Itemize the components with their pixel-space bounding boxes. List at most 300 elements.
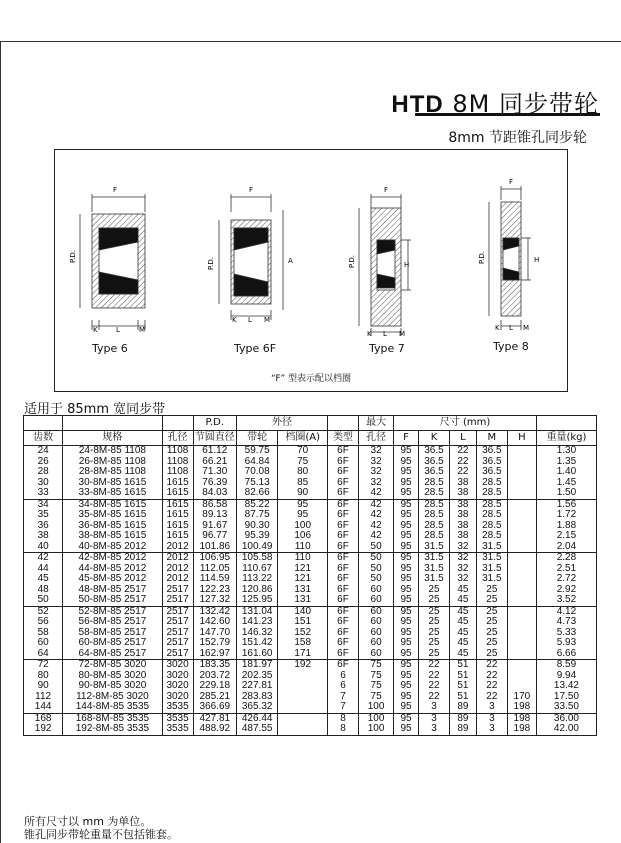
table-row bbox=[24, 499, 597, 510]
cell-l: 32 bbox=[449, 542, 476, 553]
cell-m: 36.5 bbox=[476, 446, 507, 457]
cell-flange-od: 131 bbox=[278, 585, 328, 596]
title-text: 8M 同步带轮 bbox=[452, 90, 599, 118]
pulley-diagram-panel bbox=[54, 149, 568, 392]
type7-dim-k: K bbox=[367, 330, 372, 338]
header-pd: P.D. bbox=[193, 416, 236, 431]
cell-flange-od: 152 bbox=[278, 628, 328, 639]
cell-pitch-diameter: 106.95 bbox=[193, 553, 236, 564]
cell-bore: 2517 bbox=[162, 585, 193, 596]
cell-l: 32 bbox=[449, 574, 476, 585]
table-row bbox=[24, 681, 597, 692]
column-header-l: L bbox=[449, 431, 476, 446]
table-row bbox=[24, 702, 597, 713]
header-outer-diameter: 外径 bbox=[237, 416, 328, 431]
table-row bbox=[24, 574, 597, 585]
cell-teeth: 44 bbox=[24, 564, 63, 575]
cell-teeth: 72 bbox=[24, 660, 63, 671]
cell-k: 28.5 bbox=[418, 521, 449, 532]
cell-spec: 50-8M-85 2517 bbox=[63, 595, 162, 606]
type6-dim-k: K bbox=[93, 326, 98, 334]
cell-weight: 17.50 bbox=[536, 692, 596, 703]
cell-l: 89 bbox=[449, 713, 476, 724]
cell-teeth: 35 bbox=[24, 510, 63, 521]
type8-dim-m: M bbox=[523, 324, 530, 332]
cell-pitch-diameter: 114.59 bbox=[193, 574, 236, 585]
spec-table-header bbox=[24, 416, 597, 446]
cell-h bbox=[507, 585, 536, 596]
cell-pulley-od: 110.67 bbox=[237, 564, 278, 575]
cell-weight: 8.59 bbox=[536, 660, 596, 671]
cell-type: 6F bbox=[327, 617, 358, 628]
cell-flange-od: 95 bbox=[278, 499, 328, 510]
cell-spec: 52-8M-85 2517 bbox=[63, 606, 162, 617]
cell-h bbox=[507, 510, 536, 521]
cell-type: 6F bbox=[327, 553, 358, 564]
cell-bore: 1108 bbox=[162, 467, 193, 478]
cell-max-bore: 60 bbox=[359, 595, 394, 606]
cell-pulley-od: 105.58 bbox=[237, 553, 278, 564]
cell-pulley-od: 146.32 bbox=[237, 628, 278, 639]
cell-weight: 13.42 bbox=[536, 681, 596, 692]
cell-pitch-diameter: 127.32 bbox=[193, 595, 236, 606]
cell-bore: 3020 bbox=[162, 681, 193, 692]
type7-dim-m: M bbox=[399, 330, 406, 338]
cell-l: 38 bbox=[449, 510, 476, 521]
cell-spec: 192-8M-85 3535 bbox=[63, 724, 162, 735]
cell-bore: 1108 bbox=[162, 446, 193, 457]
cell-flange-od: 106 bbox=[278, 531, 328, 542]
type6f-dim-k: K bbox=[232, 316, 237, 324]
frame-top-line bbox=[0, 41, 621, 42]
cell-bore: 3535 bbox=[162, 724, 193, 735]
cell-h bbox=[507, 521, 536, 532]
table-row bbox=[24, 564, 597, 575]
cell-spec: 80-8M-85 3020 bbox=[63, 671, 162, 682]
cell-pitch-diameter: 427.81 bbox=[193, 713, 236, 724]
cell-weight: 9.94 bbox=[536, 671, 596, 682]
cell-k: 22 bbox=[418, 671, 449, 682]
type8-dim-k: K bbox=[495, 324, 500, 332]
cell-teeth: 42 bbox=[24, 553, 63, 564]
cell-weight: 1.56 bbox=[536, 499, 596, 510]
cell-l: 51 bbox=[449, 692, 476, 703]
cell-teeth: 144 bbox=[24, 702, 63, 713]
cell-flange-od: 151 bbox=[278, 617, 328, 628]
cell-teeth: 30 bbox=[24, 478, 63, 489]
cell-m: 25 bbox=[476, 595, 507, 606]
type6f-dim-m: M bbox=[264, 316, 271, 324]
cell-spec: 64-8M-85 2517 bbox=[63, 649, 162, 660]
cell-max-bore: 32 bbox=[359, 478, 394, 489]
cell-f: 95 bbox=[394, 671, 419, 682]
cell-max-bore: 42 bbox=[359, 488, 394, 499]
cell-k: 25 bbox=[418, 628, 449, 639]
cell-flange-od: 110 bbox=[278, 553, 328, 564]
cell-f: 95 bbox=[394, 574, 419, 585]
type7-dim-h: H bbox=[404, 261, 410, 269]
cell-type: 6 bbox=[327, 671, 358, 682]
cell-pulley-od: 426.44 bbox=[237, 713, 278, 724]
section-title: 适用于 85mm 宽同步带 bbox=[24, 402, 166, 417]
cell-spec: 38-8M-85 1615 bbox=[63, 531, 162, 542]
cell-max-bore: 42 bbox=[359, 499, 394, 510]
cell-k: 25 bbox=[418, 649, 449, 660]
cell-type: 6F bbox=[327, 499, 358, 510]
page-subtitle: 8mm 节距锥孔同步轮 bbox=[448, 130, 587, 146]
column-header-m: M bbox=[476, 431, 507, 446]
cell-weight: 5.33 bbox=[536, 628, 596, 639]
cell-k: 28.5 bbox=[418, 488, 449, 499]
cell-l: 38 bbox=[449, 488, 476, 499]
cell-teeth: 168 bbox=[24, 713, 63, 724]
cell-pitch-diameter: 84.03 bbox=[193, 488, 236, 499]
cell-max-bore: 32 bbox=[359, 457, 394, 468]
cell-h bbox=[507, 660, 536, 671]
type6-drawing bbox=[80, 194, 145, 330]
cell-weight: 5.93 bbox=[536, 638, 596, 649]
table-row bbox=[24, 446, 597, 457]
cell-teeth: 34 bbox=[24, 499, 63, 510]
cell-max-bore: 32 bbox=[359, 446, 394, 457]
cell-f: 95 bbox=[394, 564, 419, 575]
cell-pitch-diameter: 152.79 bbox=[193, 638, 236, 649]
cell-weight: 6.66 bbox=[536, 649, 596, 660]
header-blank bbox=[63, 416, 162, 431]
cell-f: 95 bbox=[394, 649, 419, 660]
cell-max-bore: 60 bbox=[359, 617, 394, 628]
cell-pitch-diameter: 285.21 bbox=[193, 692, 236, 703]
header-row-columns bbox=[24, 431, 597, 446]
cell-spec: 36-8M-85 1615 bbox=[63, 521, 162, 532]
cell-l: 22 bbox=[449, 467, 476, 478]
cell-pitch-diameter: 366.69 bbox=[193, 702, 236, 713]
cell-l: 45 bbox=[449, 638, 476, 649]
cell-spec: 34-8M-85 1615 bbox=[63, 499, 162, 510]
cell-teeth: 40 bbox=[24, 542, 63, 553]
cell-l: 32 bbox=[449, 553, 476, 564]
cell-weight: 42.00 bbox=[536, 724, 596, 735]
column-header-k: K bbox=[418, 431, 449, 446]
cell-max-bore: 60 bbox=[359, 638, 394, 649]
cell-type: 6F bbox=[327, 446, 358, 457]
footnotes bbox=[24, 815, 178, 841]
cell-k: 3 bbox=[418, 702, 449, 713]
cell-spec: 60-8M-85 2517 bbox=[63, 638, 162, 649]
table-row bbox=[24, 724, 597, 735]
cell-h bbox=[507, 649, 536, 660]
cell-l: 45 bbox=[449, 617, 476, 628]
cell-spec: 48-8M-85 2517 bbox=[63, 585, 162, 596]
cell-spec: 90-8M-85 3020 bbox=[63, 681, 162, 692]
cell-weight: 1.72 bbox=[536, 510, 596, 521]
cell-spec: 144-8M-85 3535 bbox=[63, 702, 162, 713]
cell-f: 95 bbox=[394, 692, 419, 703]
cell-k: 36.5 bbox=[418, 446, 449, 457]
cell-type: 6F bbox=[327, 649, 358, 660]
cell-pulley-od: 100.49 bbox=[237, 542, 278, 553]
cell-max-bore: 60 bbox=[359, 628, 394, 639]
cell-m: 31.5 bbox=[476, 553, 507, 564]
cell-h: 170 bbox=[507, 692, 536, 703]
cell-h bbox=[507, 553, 536, 564]
column-header-bore: 孔径 bbox=[162, 431, 193, 446]
cell-f: 95 bbox=[394, 457, 419, 468]
cell-pulley-od: 82.66 bbox=[237, 488, 278, 499]
cell-bore: 1615 bbox=[162, 510, 193, 521]
cell-h bbox=[507, 595, 536, 606]
header-dimensions: 尺寸 (mm) bbox=[394, 416, 537, 431]
cell-pitch-diameter: 132.42 bbox=[193, 606, 236, 617]
cell-l: 89 bbox=[449, 702, 476, 713]
cell-f: 95 bbox=[394, 446, 419, 457]
cell-teeth: 45 bbox=[24, 574, 63, 585]
cell-pitch-diameter: 162.97 bbox=[193, 649, 236, 660]
cell-pulley-od: 227.81 bbox=[237, 681, 278, 692]
cell-type: 6F bbox=[327, 564, 358, 575]
cell-teeth: 24 bbox=[24, 446, 63, 457]
type6f-dim-f: F bbox=[249, 186, 254, 194]
type6-dim-pd: P.D. bbox=[69, 250, 77, 263]
cell-m: 36.5 bbox=[476, 457, 507, 468]
cell-type: 7 bbox=[327, 692, 358, 703]
table-row bbox=[24, 638, 597, 649]
table-row bbox=[24, 467, 597, 478]
cell-max-bore: 100 bbox=[359, 713, 394, 724]
cell-h bbox=[507, 542, 536, 553]
table-row bbox=[24, 692, 597, 703]
cell-pulley-od: 202.35 bbox=[237, 671, 278, 682]
cell-spec: 72-8M-85 3020 bbox=[63, 660, 162, 671]
type6f-label: Type 6F bbox=[234, 342, 277, 355]
type7-dim-f: F bbox=[384, 186, 389, 194]
cell-l: 45 bbox=[449, 595, 476, 606]
cell-weight: 33.50 bbox=[536, 702, 596, 713]
cell-pitch-diameter: 112.05 bbox=[193, 564, 236, 575]
cell-weight: 4.73 bbox=[536, 617, 596, 628]
cell-l: 51 bbox=[449, 681, 476, 692]
header-blank bbox=[536, 416, 596, 431]
cell-pulley-od: 283.83 bbox=[237, 692, 278, 703]
type8-dim-h: H bbox=[534, 256, 540, 264]
type6f-dim-l: L bbox=[248, 316, 252, 324]
cell-teeth: 60 bbox=[24, 638, 63, 649]
cell-l: 22 bbox=[449, 457, 476, 468]
cell-m: 3 bbox=[476, 702, 507, 713]
cell-spec: 112-8M-85 3020 bbox=[63, 692, 162, 703]
cell-pulley-od: 161.60 bbox=[237, 649, 278, 660]
cell-teeth: 36 bbox=[24, 521, 63, 532]
cell-weight: 1.30 bbox=[536, 446, 596, 457]
table-row bbox=[24, 531, 597, 542]
cell-m: 36.5 bbox=[476, 467, 507, 478]
cell-bore: 1615 bbox=[162, 499, 193, 510]
cell-max-bore: 100 bbox=[359, 702, 394, 713]
type6f-dim-pd: P.D. bbox=[207, 257, 215, 270]
cell-flange-od: 75 bbox=[278, 457, 328, 468]
cell-flange-od bbox=[278, 681, 328, 692]
cell-type: 6F bbox=[327, 574, 358, 585]
cell-max-bore: 50 bbox=[359, 564, 394, 575]
cell-h bbox=[507, 488, 536, 499]
cell-h bbox=[507, 606, 536, 617]
cell-type: 6F bbox=[327, 638, 358, 649]
cell-spec: 45-8M-85 2012 bbox=[63, 574, 162, 585]
cell-l: 45 bbox=[449, 628, 476, 639]
cell-bore: 2517 bbox=[162, 606, 193, 617]
cell-m: 22 bbox=[476, 660, 507, 671]
cell-f: 95 bbox=[394, 606, 419, 617]
cell-pulley-od: 120.86 bbox=[237, 585, 278, 596]
cell-type: 7 bbox=[327, 702, 358, 713]
cell-weight: 2.15 bbox=[536, 531, 596, 542]
cell-pulley-od: 87.75 bbox=[237, 510, 278, 521]
header-blank bbox=[162, 416, 193, 431]
type8-label: Type 8 bbox=[493, 340, 529, 353]
cell-k: 31.5 bbox=[418, 553, 449, 564]
cell-f: 95 bbox=[394, 595, 419, 606]
frame-left-line bbox=[0, 41, 1, 843]
cell-bore: 1615 bbox=[162, 478, 193, 489]
cell-bore: 2012 bbox=[162, 542, 193, 553]
cell-max-bore: 60 bbox=[359, 649, 394, 660]
cell-pulley-od: 365.32 bbox=[237, 702, 278, 713]
cell-bore: 2012 bbox=[162, 574, 193, 585]
cell-teeth: 48 bbox=[24, 585, 63, 596]
cell-teeth: 26 bbox=[24, 457, 63, 468]
cell-teeth: 58 bbox=[24, 628, 63, 639]
cell-type: 6F bbox=[327, 521, 358, 532]
cell-k: 31.5 bbox=[418, 542, 449, 553]
header-row-top bbox=[24, 416, 597, 431]
cell-k: 36.5 bbox=[418, 457, 449, 468]
cell-h bbox=[507, 499, 536, 510]
cell-teeth: 52 bbox=[24, 606, 63, 617]
cell-pitch-diameter: 183.35 bbox=[193, 660, 236, 671]
cell-max-bore: 42 bbox=[359, 531, 394, 542]
cell-k: 25 bbox=[418, 617, 449, 628]
cell-max-bore: 42 bbox=[359, 510, 394, 521]
cell-h: 198 bbox=[507, 724, 536, 735]
cell-weight: 36.00 bbox=[536, 713, 596, 724]
cell-f: 95 bbox=[394, 638, 419, 649]
cell-f: 95 bbox=[394, 531, 419, 542]
table-row bbox=[24, 628, 597, 639]
cell-m: 22 bbox=[476, 692, 507, 703]
cell-weight: 2.04 bbox=[536, 542, 596, 553]
type6-dim-l: L bbox=[116, 326, 120, 334]
cell-flange-od: 100 bbox=[278, 521, 328, 532]
cell-spec: 44-8M-85 2012 bbox=[63, 564, 162, 575]
cell-flange-od bbox=[278, 671, 328, 682]
cell-pitch-diameter: 61.12 bbox=[193, 446, 236, 457]
header-blank bbox=[24, 416, 63, 431]
cell-k: 28.5 bbox=[418, 478, 449, 489]
footnote-units: 所有尺寸以 mm 为单位。 bbox=[24, 815, 152, 828]
cell-k: 3 bbox=[418, 724, 449, 735]
cell-pitch-diameter: 66.21 bbox=[193, 457, 236, 468]
table-row bbox=[24, 649, 597, 660]
cell-weight: 1.50 bbox=[536, 488, 596, 499]
cell-f: 95 bbox=[394, 542, 419, 553]
cell-h bbox=[507, 638, 536, 649]
cell-type: 6F bbox=[327, 478, 358, 489]
cell-pitch-diameter: 147.70 bbox=[193, 628, 236, 639]
cell-h bbox=[507, 531, 536, 542]
table-row bbox=[24, 595, 597, 606]
cell-m: 25 bbox=[476, 628, 507, 639]
cell-pulley-od: 131.04 bbox=[237, 606, 278, 617]
cell-k: 25 bbox=[418, 585, 449, 596]
cell-m: 28.5 bbox=[476, 510, 507, 521]
table-row bbox=[24, 660, 597, 671]
cell-spec: 33-8M-85 1615 bbox=[63, 488, 162, 499]
column-header-f: F bbox=[394, 431, 419, 446]
cell-k: 31.5 bbox=[418, 574, 449, 585]
cell-m: 25 bbox=[476, 606, 507, 617]
cell-pitch-diameter: 229.18 bbox=[193, 681, 236, 692]
cell-bore: 2517 bbox=[162, 628, 193, 639]
cell-type: 6F bbox=[327, 542, 358, 553]
cell-weight: 1.45 bbox=[536, 478, 596, 489]
cell-f: 95 bbox=[394, 724, 419, 735]
cell-spec: 56-8M-85 2517 bbox=[63, 617, 162, 628]
cell-pitch-diameter: 76.39 bbox=[193, 478, 236, 489]
cell-f: 95 bbox=[394, 585, 419, 596]
table-row bbox=[24, 510, 597, 521]
cell-l: 38 bbox=[449, 531, 476, 542]
cell-l: 45 bbox=[449, 585, 476, 596]
cell-m: 31.5 bbox=[476, 564, 507, 575]
pulley-drawings bbox=[55, 150, 567, 391]
cell-flange-od: 90 bbox=[278, 488, 328, 499]
cell-m: 28.5 bbox=[476, 531, 507, 542]
cell-weight: 3.52 bbox=[536, 595, 596, 606]
cell-bore: 2517 bbox=[162, 649, 193, 660]
cell-h bbox=[507, 446, 536, 457]
cell-type: 8 bbox=[327, 724, 358, 735]
table-row bbox=[24, 617, 597, 628]
cell-flange-od bbox=[278, 702, 328, 713]
cell-h bbox=[507, 671, 536, 682]
cell-type: 6F bbox=[327, 457, 358, 468]
type6-label: Type 6 bbox=[92, 342, 128, 355]
cell-h: 198 bbox=[507, 702, 536, 713]
cell-h bbox=[507, 564, 536, 575]
cell-h bbox=[507, 681, 536, 692]
cell-weight: 4.12 bbox=[536, 606, 596, 617]
cell-pulley-od: 181.97 bbox=[237, 660, 278, 671]
cell-bore: 1615 bbox=[162, 531, 193, 542]
cell-weight: 1.88 bbox=[536, 521, 596, 532]
cell-bore: 2012 bbox=[162, 564, 193, 575]
cell-pulley-od: 487.55 bbox=[237, 724, 278, 735]
cell-type: 6F bbox=[327, 628, 358, 639]
cell-k: 28.5 bbox=[418, 531, 449, 542]
cell-spec: 40-8M-85 2012 bbox=[63, 542, 162, 553]
cell-l: 22 bbox=[449, 446, 476, 457]
cell-h bbox=[507, 628, 536, 639]
type8-dim-f: F bbox=[509, 178, 514, 186]
cell-pulley-od: 90.30 bbox=[237, 521, 278, 532]
spec-table-body bbox=[24, 446, 597, 736]
cell-k: 28.5 bbox=[418, 510, 449, 521]
cell-bore: 3535 bbox=[162, 702, 193, 713]
cell-l: 51 bbox=[449, 660, 476, 671]
cell-type: 6F bbox=[327, 660, 358, 671]
cell-pulley-od: 59.75 bbox=[237, 446, 278, 457]
cell-f: 95 bbox=[394, 681, 419, 692]
